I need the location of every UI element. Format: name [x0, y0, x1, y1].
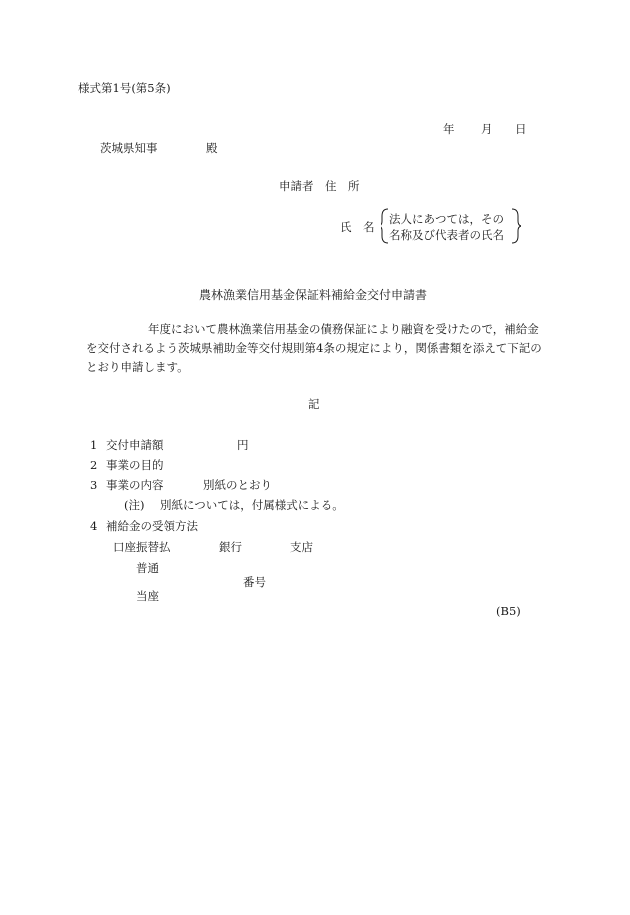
corporate-note-line2: 名称及び代表者の氏名 [389, 228, 504, 242]
note-text: 別紙については，付属様式による。 [160, 498, 344, 512]
applicant-label: 申請者 [279, 179, 314, 193]
note-prefix: (注) [124, 498, 145, 512]
body-line3: とおり申請します。 [86, 360, 189, 374]
ki-heading: 記 [308, 397, 320, 411]
addressee-honorific: 殿 [206, 141, 218, 155]
bank-label: 銀行 [219, 540, 242, 554]
addressee-name: 茨城県知事 [100, 141, 158, 155]
item2-label: 事業の目的 [106, 458, 164, 472]
address-label: 住 所 [325, 179, 360, 193]
document-title: 農林漁業信用基金保証料補給金交付申請書 [199, 288, 428, 302]
corporate-note-bracket [381, 208, 521, 244]
paper-size: (B5) [496, 604, 521, 618]
name-label: 氏 名 [340, 220, 375, 234]
date-month: 月 [481, 122, 493, 136]
form-number: 様式第1号(第5条) [78, 81, 171, 95]
branch-label: 支店 [290, 540, 313, 554]
body-paragraph [86, 320, 548, 377]
item2-number: 2 [90, 458, 98, 472]
account-number-label: 番号 [243, 575, 266, 589]
body-line1: 年度において農林漁業信用基金の債務保証により融資を受けたので，補給金 [148, 322, 539, 336]
corporate-note-line1: 法人にあつては，その [389, 212, 504, 226]
date-year: 年 [443, 122, 455, 136]
item3-number: 3 [90, 478, 98, 492]
checking-account-label: 当座 [136, 589, 159, 603]
payment-method: 口座振替払 [113, 540, 171, 554]
corporate-note-text [389, 211, 504, 243]
date-day: 日 [515, 122, 527, 136]
item1-number: 1 [90, 438, 98, 452]
body-line2: を交付されるよう茨城県補助金等交付規則第4条の規定により，関係書類を添えて下記の [86, 341, 542, 355]
item3-value: 別紙のとおり [203, 478, 272, 492]
item4-number: 4 [90, 519, 98, 533]
ordinary-account-label: 普通 [136, 561, 159, 575]
item1-unit: 円 [237, 438, 249, 452]
item4-label: 補給金の受領方法 [106, 519, 198, 533]
item3-label: 事業の内容 [106, 478, 164, 492]
item1-label: 交付申請額 [106, 438, 164, 452]
